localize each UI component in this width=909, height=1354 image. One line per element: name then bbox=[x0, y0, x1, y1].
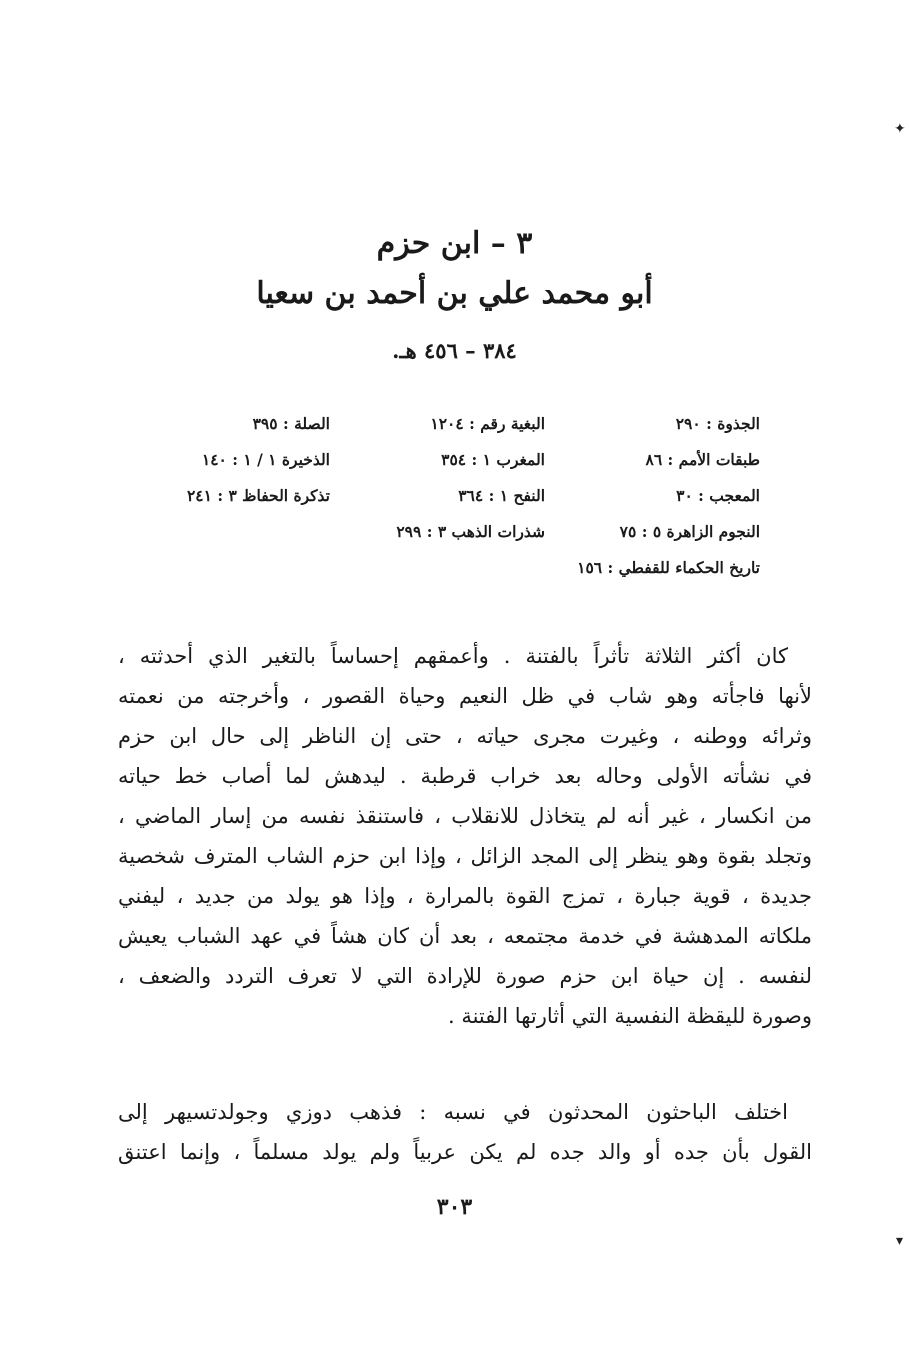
text-line: وثرائه ووطنه ، وغيرت مجرى حياته ، حتى إن الناظر إلى حال ابن حزم bbox=[118, 724, 812, 748]
text-line: لأنها فاجأته وهو شاب في ظل النعيم وحياة القصور ، وأخرجته من نعمته bbox=[118, 684, 812, 708]
text-line: جديدة ، قوية جبارة ، تمزج القوة بالمرارة ، وإذا هو يولد من جديد ، ليفني bbox=[118, 884, 812, 908]
body-paragraph-1 bbox=[118, 636, 812, 1036]
full-name-heading: أبو محمد علي بن أحمد بن سعيا bbox=[256, 276, 653, 311]
reference-row bbox=[150, 450, 760, 486]
reference-item: البغية رقم : ١٢٠٤ bbox=[430, 414, 545, 433]
page-number: ٣٠٣ bbox=[436, 1194, 473, 1220]
text-line: وتجلد بقوة وهو ينظر إلى المجد الزائل ، وإذا ابن حزم الشاب المترف شخصية bbox=[118, 844, 812, 868]
margin-arrow-mark: ▾ bbox=[896, 1233, 904, 1249]
text-line: اختلف الباحثون المحدثون في نسبه : فذهب دوزي وجولدتسيهر إلى bbox=[118, 1100, 788, 1124]
text-line: وصورة لليقظة النفسية التي أثارتها الفتنة . bbox=[447, 1004, 812, 1028]
reference-item: النفح ١ : ٣٦٤ bbox=[458, 486, 545, 505]
reference-row bbox=[150, 414, 760, 450]
margin-star-mark: ✦ bbox=[894, 121, 906, 137]
body-paragraph-2 bbox=[118, 1092, 812, 1172]
reference-item: شذرات الذهب ٣ : ٢٩٩ bbox=[396, 522, 545, 541]
reference-item: المعجب : ٣٠ bbox=[676, 486, 760, 505]
text-line: القول بأن جده أو والد جده لم يكن عربياً ولم يولد مسلماً ، وإنما اعتنق bbox=[118, 1140, 812, 1164]
reference-row bbox=[150, 486, 760, 522]
reference-item: الصلة : ٣٩٥ bbox=[252, 414, 330, 433]
reference-item: المغرب ١ : ٣٥٤ bbox=[441, 450, 545, 469]
reference-item: تذكرة الحفاظ ٣ : ٢٤١ bbox=[186, 486, 330, 505]
reference-item: الذخيرة ١ / ١ : ١٤٠ bbox=[201, 450, 330, 469]
text-line: في نشأته الأولى وحاله بعد خراب قرطبة . ليدهش لما أصاب خط حياته bbox=[118, 764, 812, 788]
text-line: ملكاته المدهشة في خدمة مجتمعه ، بعد أن كان هشاً في عهد الشباب يعيش bbox=[118, 924, 812, 948]
chapter-title: ٣ – ابن حزم bbox=[376, 226, 533, 261]
reference-item: تاريخ الحكماء للقفطي : ١٥٦ bbox=[577, 558, 760, 577]
reference-item: النجوم الزاهرة ٥ : ٧٥ bbox=[619, 522, 760, 541]
reference-item: الجذوة : ٢٩٠ bbox=[675, 414, 760, 433]
reference-row bbox=[150, 522, 760, 558]
reference-row bbox=[150, 558, 760, 594]
text-line: من انكسار ، غير أنه لم يتخاذل للانقلاب ، فاستنقذ نفسه من إسار الماضي ، bbox=[118, 804, 812, 828]
text-line: كان أكثر الثلاثة تأثراً بالفتنة . وأعمقهم إحساساً بالتغير الذي أحدثته ، bbox=[118, 644, 788, 668]
text-line: لنفسه . إن حياة ابن حزم صورة للإرادة التي لا تعرف التردد والضعف ، bbox=[118, 964, 812, 988]
references-block bbox=[150, 414, 760, 594]
reference-item: طبقات الأمم : ٨٦ bbox=[645, 450, 760, 469]
dates-heading: ٣٨٤ – ٤٥٦ هـ. bbox=[392, 338, 517, 363]
